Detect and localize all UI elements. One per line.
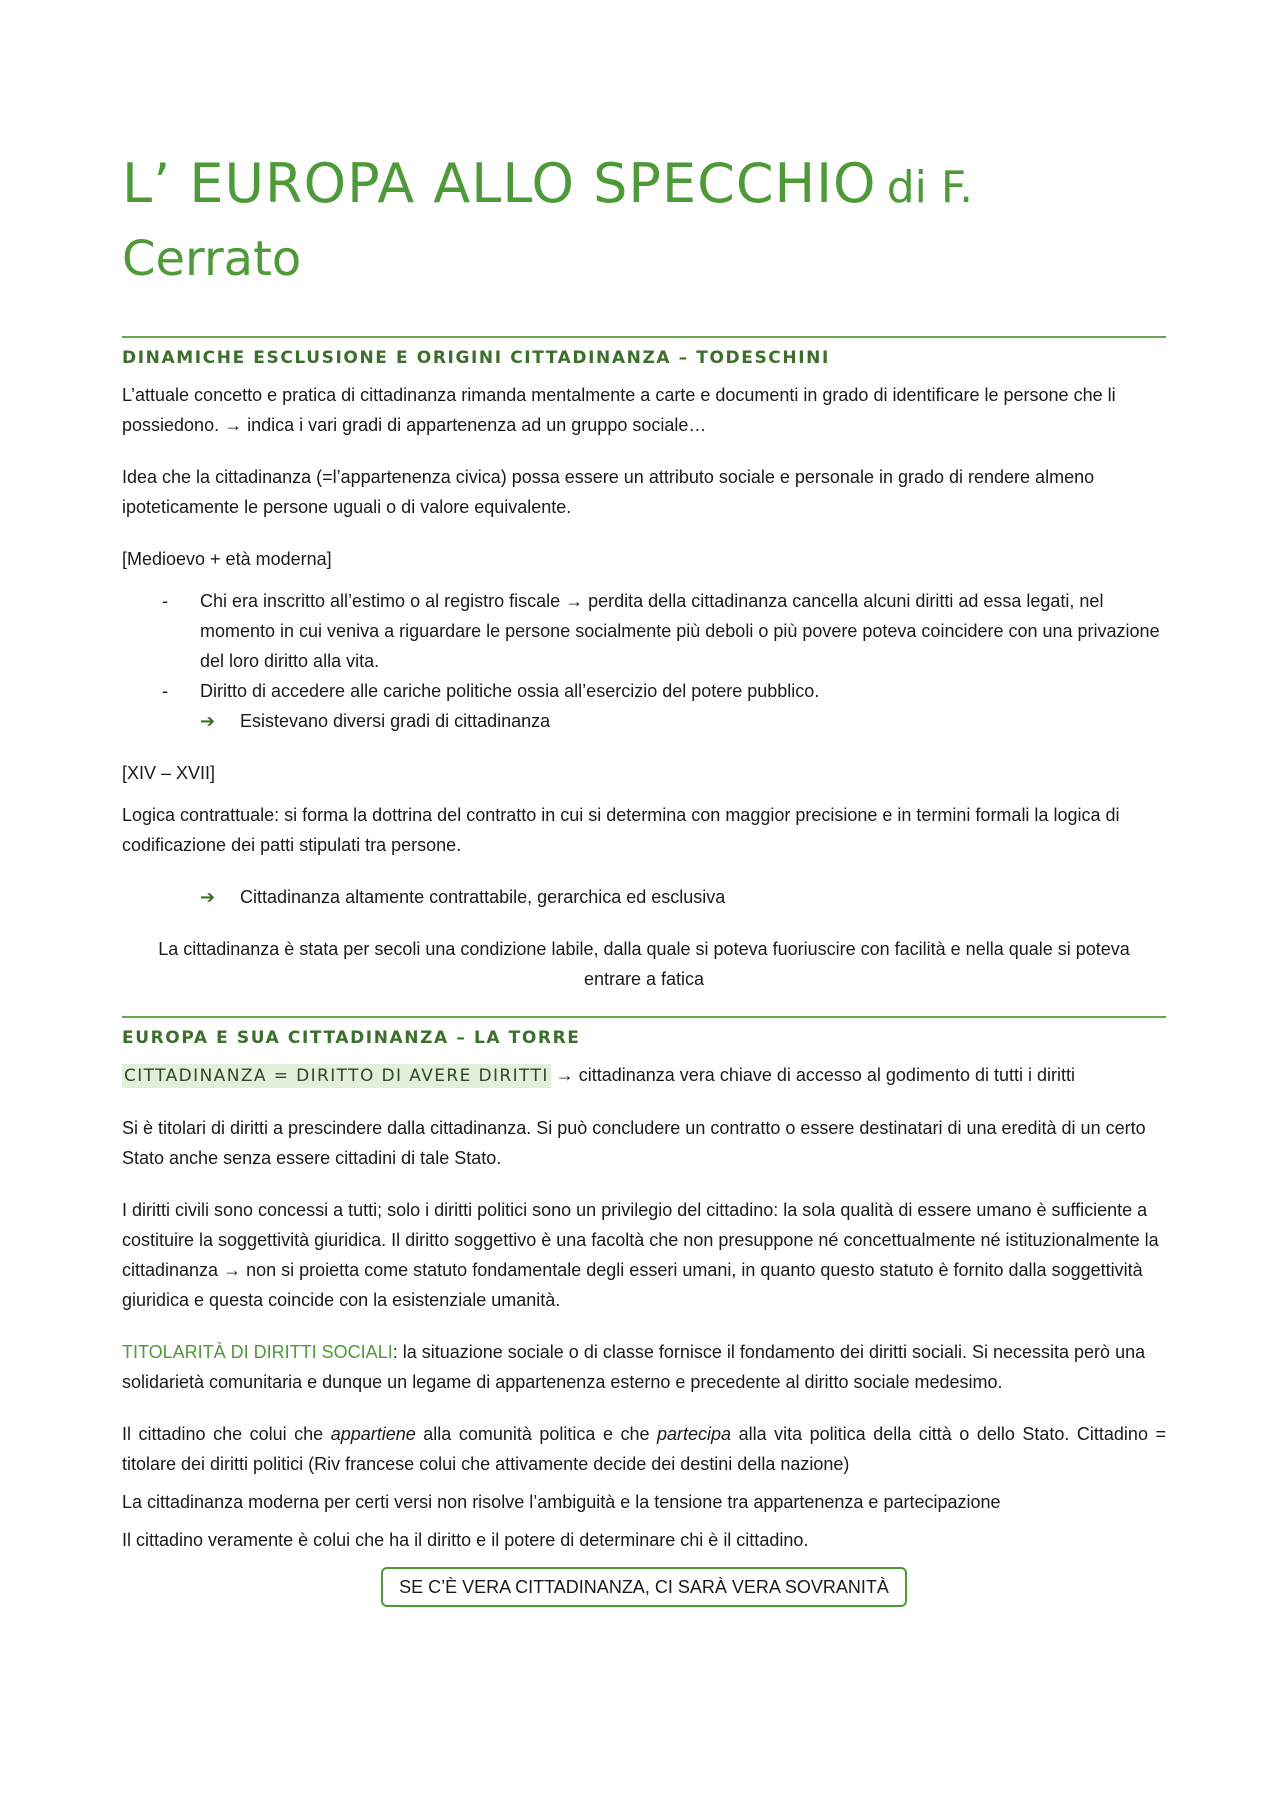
title-main: L’ EUROPA ALLO SPECCHIO (122, 152, 877, 215)
paragraph: I diritti civili sono concessi a tutti; solo i diritti politici sono un privilegio del cittadino: la sola qualità di essere umano è sufficiente a costituire la soggettività giuridica. Il diritto soggettivo è una facoltà che non presuppone né concettualmente né istituzionalmente la cittadinanza → non si proietta come statuto fondamentale degli esseri umani, in quanto questo statuto è fornito dalla soggettività giuridica e questa coincide con la esistenziale umanità. (122, 1200, 1159, 1310)
arrow-item (122, 706, 1166, 736)
paragraph (122, 1419, 1166, 1479)
list-item-text: Chi era inscritto all’estimo o al registro fiscale → perdita della cittadinanza cancella alcuni diritti ad essa legati, nel momento in cui veniva a riguardare le persone socialmente più deboli o più povere poteva coincidere con una privazione del loro diritto alla vita. (200, 591, 1160, 671)
document-page (122, 150, 1166, 1607)
arrow-item-text: Esistevano diversi gradi di cittadinanza (240, 711, 551, 731)
paragraph: Si è titolari di diritti a prescindere dalla cittadinanza. Si può concludere un contratto o essere destinatari di una eredità di un certo Stato anche senza essere cittadini di tale Stato. (122, 1118, 1146, 1168)
arrow-icon: ➔ (200, 711, 216, 731)
section-heading-1: DINAMICHE ESCLUSIONE E ORIGINI CITTADINANZA – TODESCHINI (122, 348, 830, 368)
definition-line (122, 1060, 1166, 1091)
list-item (122, 676, 1166, 706)
centered-statement: La cittadinanza è stata per secoli una condizione labile, dalla quale si poteva fuoriuscire con facilità e nella quale si poteva entrare a fatica (158, 939, 1130, 989)
green-label: TITOLARITÀ DI DIRITTI SOCIALI (122, 1342, 393, 1362)
arrow-icon: ➔ (200, 887, 216, 907)
list-item-text: Diritto di accedere alle cariche politiche ossia all’esercizio del potere pubblico. (200, 681, 820, 701)
paragraph: L’attuale concetto e pratica di cittadinanza rimanda mentalmente a carte e documenti in grado di identificare le persone che li possiedono. → indica i vari gradi di appartenenza ad un gruppo sociale… (122, 385, 1116, 435)
arrow-item-text: Cittadinanza altamente contrattabile, gerarchica ed esclusiva (240, 887, 726, 907)
text-span: alla vita politica della città o dello Stato. Cittadino = titolare dei diritti politici (Riv francese colui che attivamente decide dei destini della nazione) (122, 1424, 1166, 1474)
section-heading-2: EUROPA E SUA CITTADINANZA – LA TORRE (122, 1028, 581, 1048)
period-label: [XIV – XVII] (122, 763, 216, 783)
boxed-statement-wrapper (122, 1567, 1166, 1607)
list-bullet: - (162, 681, 168, 701)
highlighted-definition: CITTADINANZA = DIRITTO DI AVERE DIRITTI (124, 1066, 549, 1086)
paragraph (122, 1337, 1166, 1397)
text-span: Il cittadino che colui che (122, 1424, 331, 1444)
definition-continuation: → cittadinanza vera chiave di accesso al godimento di tutti i diritti (550, 1065, 1075, 1085)
paragraph: Logica contrattuale: si forma la dottrina del contratto in cui si determina con maggior precisione e in termini formali la logica di codificazione dei patti stipulati tra persone. (122, 805, 1120, 855)
emphasis: appartiene (330, 1424, 416, 1444)
title-author-surname: Cerrato (122, 231, 302, 287)
list-bullet: - (162, 591, 168, 611)
emphasis: partecipa (657, 1424, 732, 1444)
document-title (122, 150, 1166, 298)
paragraph: Idea che la cittadinanza (=l’appartenenza civica) possa essere un attributo sociale e personale in grado di rendere almeno ipoteticamente le persone uguali o di valore equivalente. (122, 467, 1095, 517)
list-item (122, 586, 1166, 676)
title-author-prefix: di F. (886, 162, 974, 213)
label-continuation: : la situazione sociale o di classe fornisce il fondamento dei diritti sociali. Si necessita però una solidarietà comunitaria e dunque un legame di appartenenza esterno e precedente al diritto sociale medesimo. (122, 1342, 1146, 1392)
period-label: [Medioevo + età moderna] (122, 549, 332, 569)
paragraph: La cittadinanza moderna per certi versi non risolve l’ambiguità e la tensione tra appartenenza e partecipazione (122, 1492, 1001, 1512)
arrow-item (122, 882, 1166, 912)
bullet-list (122, 586, 1166, 706)
text-span: alla comunità politica e che (415, 1424, 658, 1444)
boxed-statement: SE C’È VERA CITTADINANZA, CI SARÀ VERA SOVRANITÀ (381, 1567, 907, 1607)
paragraph: Il cittadino veramente è colui che ha il diritto e il potere di determinare chi è il cittadino. (122, 1530, 809, 1550)
